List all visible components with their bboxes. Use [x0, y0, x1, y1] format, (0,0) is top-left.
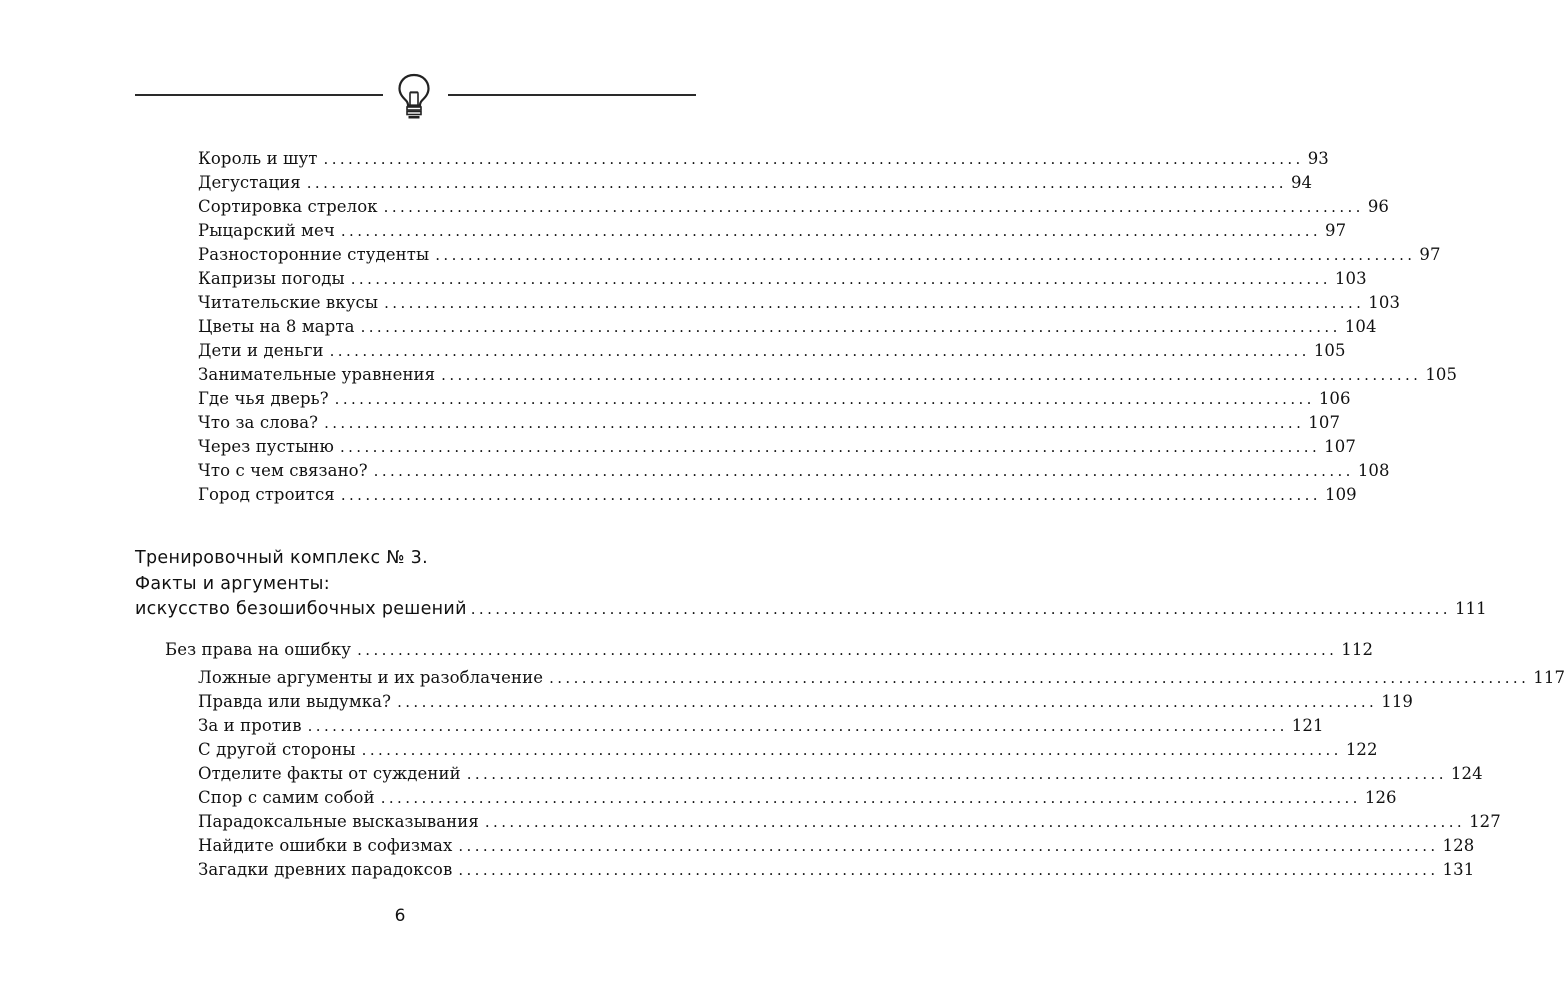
- section-title-line-2: Факты и аргументы:: [135, 574, 330, 594]
- toc-entry-title: Читательские вкусы: [198, 293, 379, 312]
- toc-entry-page: 103: [1334, 269, 1367, 288]
- dot-leader: ........................................................................................................................: [549, 669, 1530, 687]
- dot-leader: ........................................................................................................................: [458, 837, 1439, 855]
- dot-leader: ........................................................................................................................: [380, 789, 1361, 807]
- dot-leader: ........................................................................................................................: [470, 600, 1451, 618]
- toc-entry-title: Дети и деньги: [198, 341, 324, 360]
- toc-entry-title: Где чья дверь?: [198, 389, 329, 408]
- toc-entry[interactable]: [198, 293, 1401, 313]
- toc-entry-page: 105: [1425, 365, 1458, 384]
- toc-entry-title: Город строится: [198, 485, 335, 504]
- toc-entry-title: Что за слова?: [198, 413, 319, 432]
- toc-entry-page: 96: [1367, 197, 1390, 216]
- toc-entry-page: 103: [1368, 293, 1401, 312]
- toc-entry-page: 127: [1469, 812, 1501, 831]
- subsection-title: Без права на ошибку: [165, 640, 352, 659]
- dot-leader: ........................................................................................................................: [350, 270, 1331, 288]
- toc-entry[interactable]: [198, 221, 1347, 241]
- toc-entry-title: Загадки древних парадоксов: [198, 860, 453, 879]
- dot-leader: ........................................................................................................................: [397, 693, 1378, 711]
- dot-leader: ........................................................................................................................: [373, 462, 1354, 480]
- toc-entry[interactable]: [198, 173, 1313, 193]
- dot-leader: ........................................................................................................................: [329, 342, 1310, 360]
- toc-entry[interactable]: [198, 149, 1329, 169]
- toc-entry[interactable]: [198, 365, 1458, 385]
- toc-entry-page: 119: [1381, 692, 1414, 711]
- dot-leader: ........................................................................................................................: [384, 294, 1365, 312]
- dot-leader: ........................................................................................................................: [458, 861, 1439, 879]
- toc-entry[interactable]: [198, 716, 1324, 736]
- dot-leader: ........................................................................................................................: [340, 486, 1321, 504]
- toc-entry[interactable]: [198, 461, 1390, 481]
- dot-leader: ........................................................................................................................: [361, 741, 1342, 759]
- section-page-number: 111: [1454, 599, 1487, 618]
- toc-entry-page: 122: [1345, 740, 1378, 759]
- header-rule-left: [135, 94, 383, 96]
- toc-entry-title: Занимательные уравнения: [198, 365, 436, 384]
- toc-entry-page: 121: [1291, 716, 1324, 735]
- section-title-line-3: искусство безошибочных решений: [135, 599, 467, 619]
- toc-entry[interactable]: [198, 764, 1483, 784]
- dot-leader: ........................................................................................................................: [324, 414, 1305, 432]
- toc-entry-title: За и против: [198, 716, 302, 735]
- toc-section-entry[interactable]: [135, 599, 1487, 619]
- toc-entry-title: Правда или выдумка?: [198, 692, 392, 711]
- section-title-line-1: Тренировочный комплекс № 3.: [135, 548, 428, 568]
- dot-leader: ........................................................................................................................: [340, 222, 1322, 240]
- toc-entry[interactable]: [198, 860, 1475, 880]
- toc-entry-page: 107: [1308, 413, 1341, 432]
- toc-entry-title: Ложные аргументы и их разоблачение: [198, 668, 544, 687]
- dot-leader: ........................................................................................................................: [441, 366, 1422, 384]
- toc-entry[interactable]: [198, 269, 1367, 289]
- toc-entry-page: 131: [1442, 860, 1475, 879]
- toc-entry-title: С другой стороны: [198, 740, 356, 759]
- toc-entry-title: Рыцарский меч: [198, 221, 335, 240]
- toc-subsection-entry[interactable]: [165, 640, 1374, 660]
- toc-entry-title: Спор с самим собой: [198, 788, 375, 807]
- toc-entry-title: Сортировка стрелок: [198, 197, 378, 216]
- dot-leader: ........................................................................................................................: [323, 150, 1304, 168]
- toc-entry-page: 106: [1318, 389, 1351, 408]
- toc-entry[interactable]: [198, 836, 1475, 856]
- toc-entry-title: Разносторонние студенты: [198, 245, 430, 264]
- header-rule-right: [448, 94, 696, 96]
- lightbulb-icon: [395, 72, 433, 120]
- toc-entry[interactable]: [198, 740, 1378, 760]
- toc-entry-title: Найдите ошибки в софизмах: [198, 836, 453, 855]
- subsection-page-number: 112: [1341, 640, 1374, 659]
- toc-entry[interactable]: [198, 668, 1565, 688]
- toc-entry-title: Через пустыню: [198, 437, 334, 456]
- toc-entry-page: 107: [1324, 437, 1356, 456]
- dot-leader: ........................................................................................................................: [339, 438, 1321, 456]
- toc-entry-page: 104: [1344, 317, 1377, 336]
- toc-entry[interactable]: [198, 485, 1357, 505]
- toc-entry[interactable]: [198, 317, 1377, 337]
- dot-leader: ........................................................................................................................: [383, 198, 1364, 216]
- dot-leader: ........................................................................................................................: [307, 717, 1288, 735]
- toc-entry-page: 126: [1364, 788, 1397, 807]
- toc-entry[interactable]: [198, 341, 1346, 361]
- toc-entry-page: 109: [1324, 485, 1357, 504]
- toc-entry-page: 94: [1290, 173, 1313, 192]
- dot-leader: ........................................................................................................................: [435, 246, 1416, 264]
- toc-entry-page: 124: [1450, 764, 1483, 783]
- dot-leader: ........................................................................................................................: [466, 765, 1447, 783]
- toc-entry-title: Что с чем связано?: [198, 461, 368, 480]
- toc-entry-page: 105: [1313, 341, 1346, 360]
- dot-leader: ........................................................................................................................: [306, 174, 1287, 192]
- toc-entry[interactable]: [198, 437, 1356, 457]
- toc-entry-title: Король и шут: [198, 149, 318, 168]
- toc-entry[interactable]: [198, 389, 1351, 409]
- toc-entry-page: 117: [1533, 668, 1565, 687]
- dot-leader: ........................................................................................................................: [484, 813, 1466, 831]
- dot-leader: ........................................................................................................................: [357, 641, 1338, 659]
- toc-entry-page: 128: [1442, 836, 1475, 855]
- toc-entry-page: 93: [1307, 149, 1329, 168]
- toc-entry-page: 108: [1357, 461, 1390, 480]
- toc-entry[interactable]: [198, 788, 1397, 808]
- toc-entry-title: Капризы погоды: [198, 269, 345, 288]
- toc-entry-page: 97: [1325, 221, 1347, 240]
- toc-entry[interactable]: [198, 413, 1341, 433]
- toc-entry-title: Дегустация: [198, 173, 301, 192]
- toc-entry[interactable]: [198, 692, 1414, 712]
- toc-entry-title: Отделите факты от суждений: [198, 764, 461, 783]
- page-number: 6: [394, 906, 406, 926]
- toc-entry-title: Цветы на 8 марта: [198, 317, 355, 336]
- toc-entry[interactable]: [198, 197, 1390, 217]
- toc-entry-page: 97: [1419, 245, 1441, 264]
- dot-leader: ........................................................................................................................: [360, 318, 1341, 336]
- toc-entry[interactable]: [198, 245, 1441, 265]
- dot-leader: ........................................................................................................................: [334, 390, 1315, 408]
- toc-entry-title: Парадоксальные высказывания: [198, 812, 479, 831]
- toc-entry[interactable]: [198, 812, 1501, 832]
